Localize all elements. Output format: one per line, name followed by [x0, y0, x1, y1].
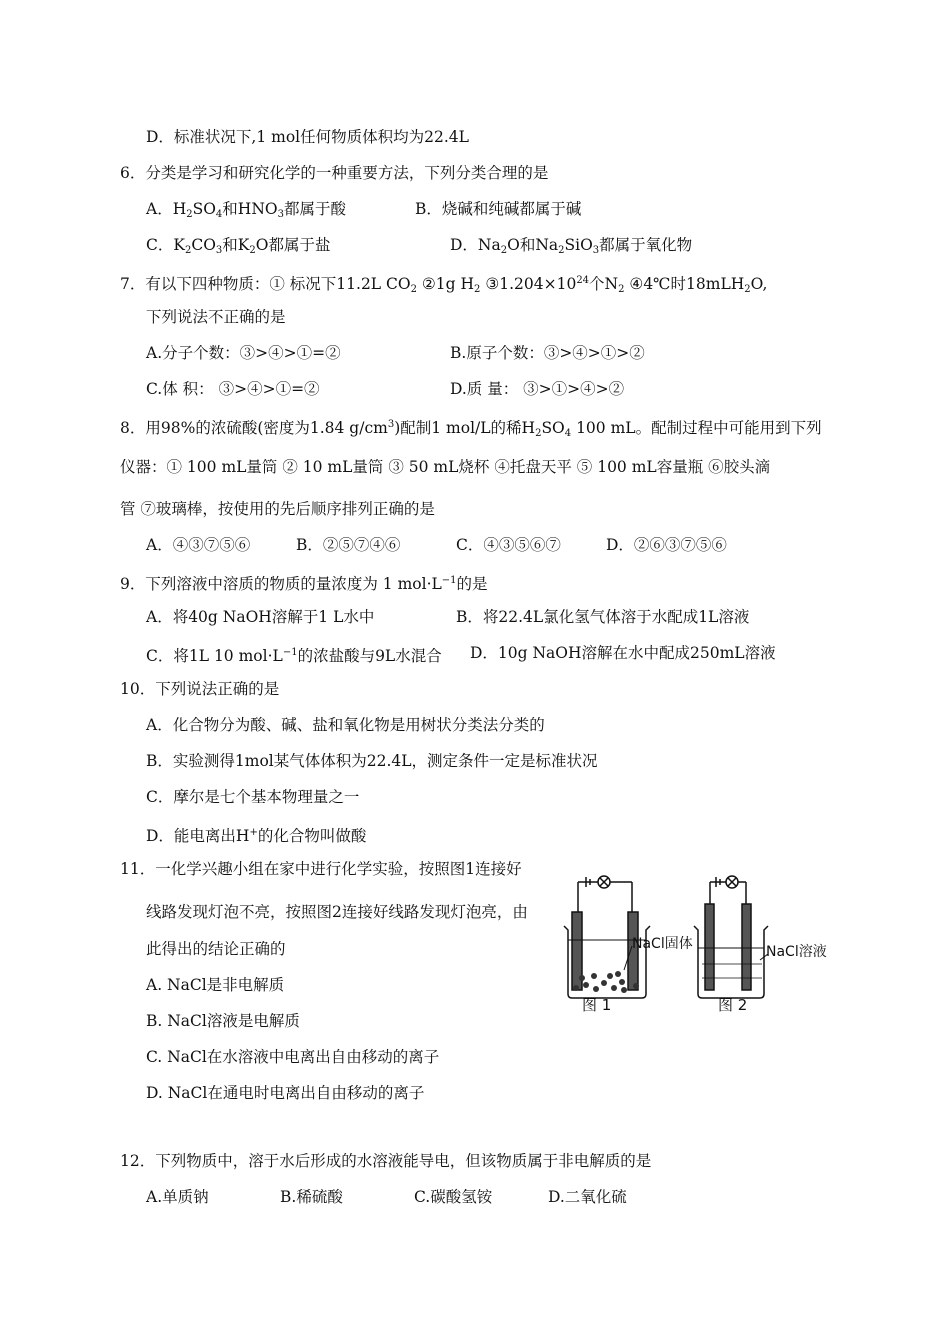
q6-option-a: A．$H_2SO_4$和$HNO_3$都属于酸	[146, 200, 346, 220]
q7-option-c: C.体 积： ③>④>①=②	[146, 380, 320, 398]
q7-option-b: B.原子个数：③>④>①>②	[450, 344, 645, 362]
q12-option-d: D.二氧化硫	[548, 1188, 627, 1206]
q7-option-a: A.分子个数：③>④>①=②	[146, 344, 341, 362]
q11-stem-line1: 11．一化学兴趣小组在家中进行化学实验，按照图1连接好	[120, 860, 522, 878]
q12-stem: 12．下列物质中，溶于水后形成的水溶液能导电，但该物质属于非电解质的是	[120, 1152, 652, 1170]
circuit-diagram	[552, 868, 852, 1018]
q11-option-d: D. NaCl在通电时电离出自由移动的离子	[146, 1084, 425, 1102]
q11-option-c: C. NaCl在水溶液中电离出自由移动的离子	[146, 1048, 440, 1066]
q8-option-b: B．②⑤⑦④⑥	[296, 536, 401, 554]
q11-figure	[552, 868, 852, 1018]
q7-stem-line2: 下列说法不正确的是	[146, 308, 286, 326]
q7-option-d: D.质 量： ③>①>④>②	[450, 380, 625, 398]
q6-option-c: C．$K_2CO_3$和$K_2O$都属于盐	[146, 236, 331, 256]
q6-option-b: B．烧碱和纯碱都属于碱	[415, 200, 582, 218]
q9-option-b: B．将22.4L氯化氢气体溶于水配成1L溶液	[456, 608, 750, 626]
q11-stem-line2: 线路发现灯泡不亮，按照图2连接好线路发现灯泡亮，由	[146, 903, 528, 921]
q9-option-a: A．将40g NaOH溶解于1 L水中	[146, 608, 375, 626]
q11-option-b: B. NaCl溶液是电解质	[146, 1012, 300, 1030]
q10-option-c: C．摩尔是七个基本物理量之一	[146, 788, 360, 806]
q8-stem-line3: 管 ⑦玻璃棒，按使用的先后顺序排列正确的是	[120, 500, 435, 518]
q6-option-d: D．$Na_2O$和$Na_2SiO_3$都属于氧化物	[450, 236, 693, 256]
q10-option-d: D．能电离出H+的化合物叫做酸	[146, 827, 367, 845]
q8-option-a: A．④③⑦⑤⑥	[146, 536, 251, 554]
q12-option-c: C.碳酸氢铵	[414, 1188, 493, 1206]
q8-option-c: C．④③⑤⑥⑦	[456, 536, 561, 554]
q12-option-a: A.单质钠	[146, 1188, 209, 1206]
q5-option-d: D．标准状况下,1 mol任何物质体积均为22.4L	[146, 128, 469, 146]
q8-stem-line1: 8．用98%的浓硫酸(密度为1.84 $g/cm^3$)配制1 mol/L的稀$H_2SO_4$ 100 mL。配制过程中可能用到下列	[120, 419, 822, 439]
q8-option-d: D．②⑥③⑦⑤⑥	[606, 536, 727, 554]
q7-stem: 7．有以下四种物质：① 标况下11.2L $CO_2$ ②1g $H_2$ $③1.204\times 10^{24}$个$N_2$ ④4℃时18mLH$_2$O,	[120, 275, 768, 295]
q10-option-b: B．实验测得1mol某气体体积为22.4L，测定条件一定是标准状况	[146, 752, 598, 770]
figure2-label: NaCl溶液	[766, 944, 827, 960]
q12-option-b: B.稀硫酸	[280, 1188, 343, 1206]
q9-option-c: C．将1L 10 $mol\cdot L^{-1}$的浓盐酸与9L水混合	[146, 647, 442, 665]
q6-stem: 6．分类是学习和研究化学的一种重要方法，下列分类合理的是	[120, 164, 549, 182]
q9-option-d: D．10g NaOH溶解在水中配成250mL溶液	[470, 644, 776, 662]
q11-stem-line3: 此得出的结论正确的	[146, 940, 286, 958]
q11-option-a: A. NaCl是非电解质	[146, 976, 285, 994]
q8-stem-line2: 仪器：① 100 mL量筒 ② 10 mL量筒 ③ 50 mL烧杯 ④托盘天平 ⑤ 100 mL容量瓶 ⑥胶头滴	[120, 458, 771, 476]
figure1-caption: 图 1	[582, 996, 612, 1014]
q10-stem: 10．下列说法正确的是	[120, 680, 280, 698]
figure1-label: NaCl固体	[632, 936, 693, 952]
figure2-circuit	[694, 876, 768, 998]
figure2-caption: 图 2	[718, 996, 748, 1014]
q10-option-a: A．化合物分为酸、碱、盐和氧化物是用树状分类法分类的	[146, 716, 545, 734]
q9-stem: 9．下列溶液中溶质的物质的量浓度为 1 $mol\cdot L^{-1}$的是	[120, 575, 488, 593]
